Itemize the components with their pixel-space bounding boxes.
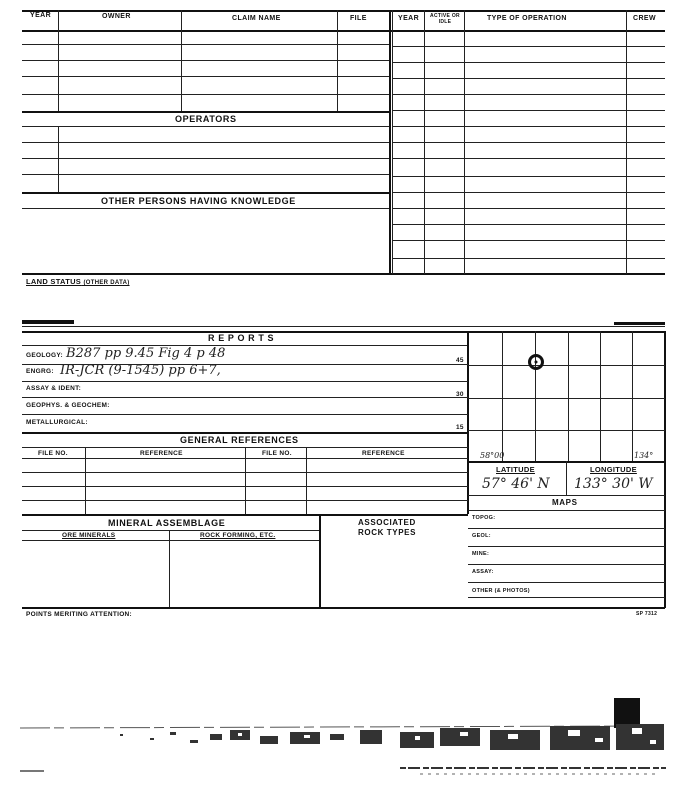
reports-title: R E P O R T S — [208, 333, 275, 343]
assay-ident-label: ASSAY & IDENT: — [26, 385, 82, 392]
maps-topog: TOPOG: — [472, 515, 496, 521]
ref-reference-2: REFERENCE — [362, 450, 405, 457]
points-meriting-label: POINTS MERITING ATTENTION: — [26, 611, 133, 618]
rock-forming-label: ROCK FORMING, ETC. — [200, 532, 276, 539]
geology-label: GEOLOGY: — [26, 352, 63, 359]
operators-heading: OPERATORS — [175, 114, 237, 124]
col-30: 30 — [456, 391, 464, 398]
maps-mine: MINE: — [472, 551, 490, 557]
header-owner: OWNER — [102, 13, 131, 20]
mineral-assemblage-title: MINERAL ASSEMBLAGE — [108, 518, 226, 528]
header-claim-name: CLAIM NAME — [232, 15, 281, 22]
maps-other: OTHER (& PHOTOS) — [472, 588, 530, 594]
maps-title: MAPS — [552, 498, 578, 507]
metallurgical-label: METALLURGICAL: — [26, 419, 88, 426]
geology-value: B287 pp 9.45 Fig 4 p 48 — [66, 346, 226, 361]
land-status-label — [26, 277, 130, 286]
general-references-title: GENERAL REFERENCES — [180, 435, 299, 445]
header-file: FILE — [350, 15, 367, 22]
corner-label-left: 58°00 — [480, 451, 505, 460]
header-year: YEAR — [30, 12, 52, 19]
rock-types-title: ROCK TYPES — [358, 528, 417, 537]
ref-reference-1: REFERENCE — [140, 450, 183, 457]
engrg-label: ENGRG: — [26, 368, 54, 375]
latitude-label: LATITUDE — [496, 465, 535, 474]
location-marker-icon — [526, 352, 546, 372]
col-45: 45 — [456, 357, 464, 364]
latitude-value: 57° 46' N — [482, 476, 550, 492]
engrg-value: IR-JCR (9-1545) pp 6+7, — [60, 363, 221, 378]
col-15: 15 — [456, 424, 464, 431]
ore-minerals-label: ORE MINERALS — [62, 532, 116, 539]
corner-label-right: 134° — [634, 451, 654, 460]
header-crew: CREW — [633, 15, 656, 22]
longitude-value: 133° 30' W — [574, 476, 653, 492]
geophys-label: GEOPHYS. & GEOCHEM: — [26, 402, 110, 409]
form-number: SP 7312 — [636, 611, 658, 617]
ref-file-no-1: FILE NO. — [38, 450, 68, 457]
header-active-idle: ACTIVE OR IDLE — [430, 13, 460, 25]
maps-geol: GEOL: — [472, 533, 491, 539]
land-status-text: LAND STATUS — [26, 277, 82, 286]
maps-assay: ASSAY: — [472, 569, 494, 575]
header-year-2: YEAR — [398, 15, 420, 22]
other-persons-heading: OTHER PERSONS HAVING KNOWLEDGE — [101, 196, 296, 206]
header-type-of-operation: TYPE OF OPERATION — [487, 15, 567, 22]
ref-file-no-2: FILE NO. — [262, 450, 292, 457]
scan-artifact-band — [20, 720, 668, 782]
associated-title: ASSOCIATED — [358, 518, 416, 527]
longitude-label: LONGITUDE — [590, 465, 637, 474]
land-status-sub: (OTHER DATA) — [83, 280, 130, 286]
